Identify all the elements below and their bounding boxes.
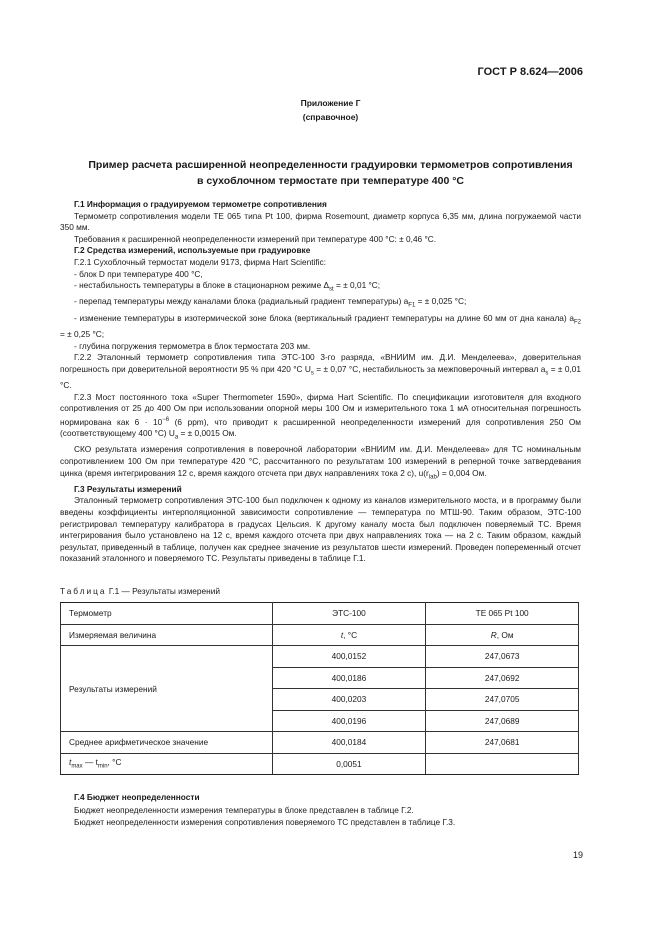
table-cell: 400,0196 (272, 710, 426, 732)
section-heading-g2: Г.2 Средства измерений, используемые при градуировке (74, 245, 311, 256)
title-line-2: в сухоблочном термостате при температуре 400 °С (196, 175, 465, 187)
list-item: - перепад температуры между каналами блока (радиальный градиент температуры) $a_{F1}$ = ± 0,025 °С; (74, 296, 467, 310)
paragraph: Г.2.3 Мост постоянного тока «Super Thermometer 1590», фирма Hart Scientific. По спецификации изготовителя для входного сопротивления от 25 до 400 Ом при использовании опорной меры 100 Ом и измерительного тока 1 мА относительная погрешность нормирована как $6 \cdot 10^{-6}$ (6 ppm), что приводит к расширенной неопределенности измерений для сопротивления 250 Ом (соответствующему 400 °С) $U_a$ = ± 0,0015 Ом. (60, 391, 582, 441)
paragraph: Г.2.2 Эталонный термометр сопротивления типа ЭТС-100 3-го разряда, «ВНИИМ им. Д.И. Менделеева», доверительная погрешность при доверительной вероятности 95 % при 420 °С $U_s$ = ± 0,07 °С, нестабильность за межповерочный интервал $a_s$ = ± 0,01 °С. (60, 352, 581, 390)
table-row (61, 603, 579, 625)
table-row (61, 624, 579, 646)
table-caption: Таблица Г.1 — Результаты измерений (60, 586, 220, 596)
table-cell: ЭТС-100 (272, 603, 426, 625)
table-cell: 247,0673 (426, 646, 579, 668)
table-cell: 400,0184 (272, 732, 426, 754)
table-cell: 247,0705 (426, 689, 579, 711)
table-cell: 400,0152 (272, 646, 426, 668)
table-cell: 400,0203 (272, 689, 426, 711)
list-item: - блок D при температуре 400 °С, (74, 268, 203, 279)
appendix-type: (справочное) (302, 112, 359, 122)
list-item: - глубина погружения термометра в блок термостата 203 мм. (74, 340, 311, 351)
table-cell: Измеряемая величина (61, 624, 273, 646)
paragraph: Требования к расширенной неопределенности измерений при температуре 400 °С: ± 0,46 °С. (74, 233, 437, 244)
paragraph: СКО результата измерения сопротивления в поверочной лаборатории «ВНИИМ им. Д.И. Менделеева» для ТС номинальным сопротивлением 100 Ом при температуре 420 °С, рассчитанного по результатам 100 измерений в реперной точке затвердевания цинка (время интегрирования 12 с, время каждого отсчета при двух направлениях тока 2 с), $u(r_{lab}) = 0,004$ Ом. (60, 444, 581, 481)
table-row (61, 732, 579, 754)
table-cell: R, Ом (426, 624, 579, 646)
list-item: - изменение температуры в изотермической зоне блока (вертикальный градиент температуры на длине 60 мм от дна канала) $a_{F2}$ = ± 0,25 °С; (60, 312, 581, 339)
section-heading-g4: Г.4 Бюджет неопределенности (74, 792, 200, 802)
section-heading-g3: Г.3 Результаты измерений (74, 483, 182, 494)
table-row (61, 753, 579, 775)
paragraph: Термометр сопротивления модели ТЕ 065 типа Pt 100, фирма Rosemount, диаметр корпуса 6,35 мм, длина погружаемой части 350 мм. (60, 210, 581, 233)
table-row (61, 646, 579, 668)
paragraph: Бюджет неопределенности измерения температуры в блоке представлен в таблице Г.2. (74, 804, 414, 815)
table-cell: t, °С (272, 624, 426, 646)
table-cell (426, 753, 579, 775)
table-cell: 0,0051 (272, 753, 426, 775)
table-cell: 247,0689 (426, 710, 579, 732)
table-cell: 247,0681 (426, 732, 579, 754)
table-cell: Результаты измерений (61, 646, 273, 732)
table-cell: 400,0186 (272, 667, 426, 689)
section-heading-g1: Г.1 Информация о градуируемом термометре сопротивления (74, 199, 327, 209)
title-line-1: Пример расчета расширенной неопределенности градуировки термометров сопротивления (88, 159, 573, 171)
table-cell: Среднее арифметическое значение (61, 732, 273, 754)
results-table (60, 602, 579, 775)
table-cell: 247,0692 (426, 667, 579, 689)
page-number: 19 (572, 850, 583, 860)
document-code: ГОСТ Р 8.624—2006 (477, 66, 583, 78)
paragraph: Бюджет неопределенности измерения сопротивления поверяемого ТС представлен в таблице Г.3. (74, 817, 456, 828)
list-item: - нестабильность температуры в блоке в стационарном режиме $\Delta_{st}$ = ± 0,01 °С; (74, 280, 381, 293)
body-text (60, 199, 581, 565)
table-cell: $t_{max}$ — $t_{min}$, °С (61, 753, 273, 775)
paragraph: Эталонный термометр сопротивления ЭТС-100 был подключен к одному из каналов измерительного моста, и в программу были введены коэффициенты интерполяционной зависимости сопротивление — температура по МТШ-90. Таким образом, ЭТС-100 регистрировал температуру калибратора в градусах Цельсия. К другому каналу моста был подключен поверяемый ТС. Время интегрирования было установлено на 12 с, время каждого отсчета при двух направлениях тока — на 2 с. Таким образом, каждый результат, приведенный в таблице, получен как среднее значение из результатов шести измерений. Проведен попеременный отсчет показаний эталонного и поверяемого ТС. Результаты приведены в таблице Г.1. (60, 495, 581, 564)
table-cell: ТЕ 065 Pt 100 (426, 603, 579, 625)
table-cell: Термометр (61, 603, 273, 625)
budget-section (60, 791, 581, 829)
paragraph: Г.2.1 Сухоблочный термостат модели 9173, фирма Hart Scientific: (74, 256, 326, 267)
main-title (40, 157, 621, 189)
appendix-heading (0, 96, 661, 124)
appendix-label: Приложение Г (300, 98, 361, 108)
